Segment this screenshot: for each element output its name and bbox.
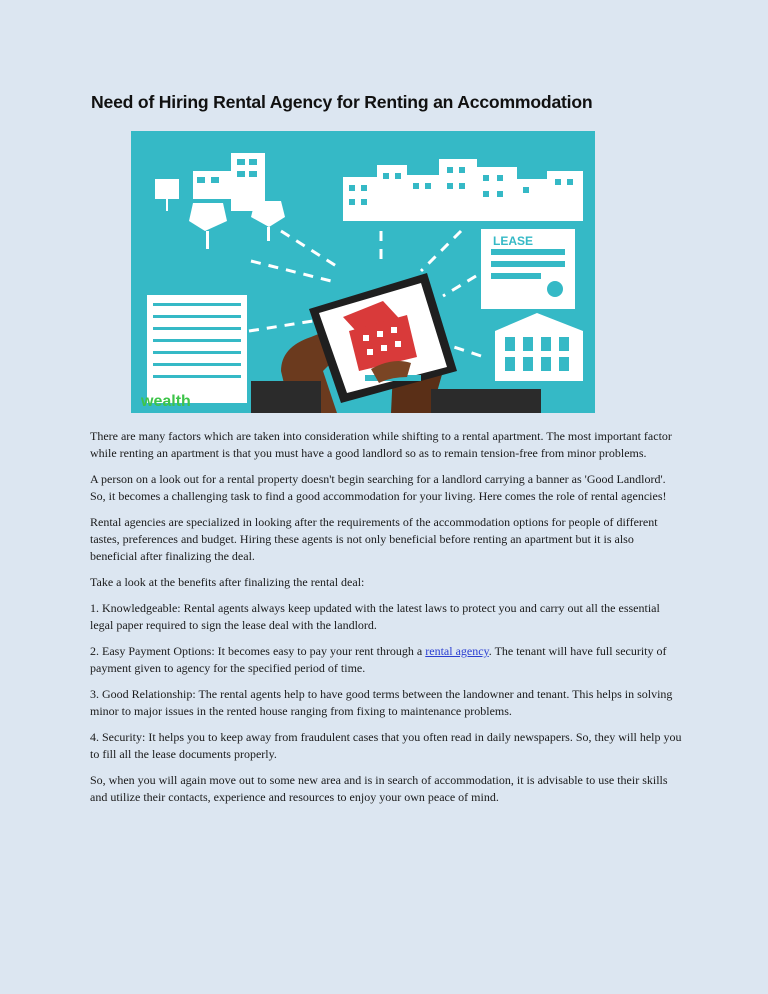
- paragraph-intro: There are many factors which are taken into consideration while shifting to a rental apartment. The most important factor while renting an apartment is that you must have a good landlord so as to remain tension-free from minor problems.: [90, 429, 672, 460]
- page-title: Need of Hiring Rental Agency for Renting an Accommodation: [91, 92, 593, 112]
- rental-agency-link[interactable]: rental agency: [425, 644, 489, 658]
- rental-illustration-svg: [131, 131, 595, 413]
- benefit-easy-payment: [90, 643, 682, 677]
- lease-label: LEASE: [493, 234, 534, 248]
- wealth-logo: wealth: [141, 393, 191, 410]
- benefit-good-relationship: 3. Good Relationship: The rental agents help to have good terms between the landowner and tenant. This helps in solving minor to major issues in the rented house ranging from fixing to maintenance problems.: [90, 687, 673, 718]
- paragraph-conclusion: So, when you will again move out to some new area and is in search of accommodation, it is advisable to use their skills and utilize their contacts, experience and resources to enjoy your own peace of mind.: [90, 773, 668, 804]
- apartment-building-icon: [147, 295, 247, 403]
- benefit-knowledgeable: 1. Knowledgeable: Rental agents always keep updated with the latest laws to protect you and carry out all the essential legal paper required to sign the lease deal with the landlord.: [90, 601, 660, 632]
- benefit-security: 4. Security: It helps you to keep away from fraudulent cases that you often read in daily newspapers. So, they will help you to fill all the lease documents properly.: [90, 730, 682, 761]
- benefit-easy-payment-text: 2. Easy Payment Options: It becomes easy to pay your rent through a: [90, 644, 426, 658]
- paragraph-agencies: Rental agencies are specialized in looking after the requirements of the accommodation options for people of different tastes, preferences and budget. Hiring these agents is not only beneficial before renting an apartment but it is also beneficial after finalizing the deal.: [90, 515, 658, 563]
- paragraph-landlord: A person on a look out for a rental property doesn't begin searching for a landlord carrying a banner as 'Good Landlord'. So, it becomes a challenging task to find a good accommodation for your living. Here comes the role of rental agencies!: [90, 472, 667, 503]
- article-body: [90, 428, 682, 815]
- hero-illustration: [131, 131, 595, 413]
- paragraph-benefits-intro: Take a look at the benefits after finalizing the rental deal:: [90, 575, 365, 589]
- benefit-easy-payment-text-end: . The tenant will have full security of payment given to agency for the specified period of time.: [90, 644, 667, 675]
